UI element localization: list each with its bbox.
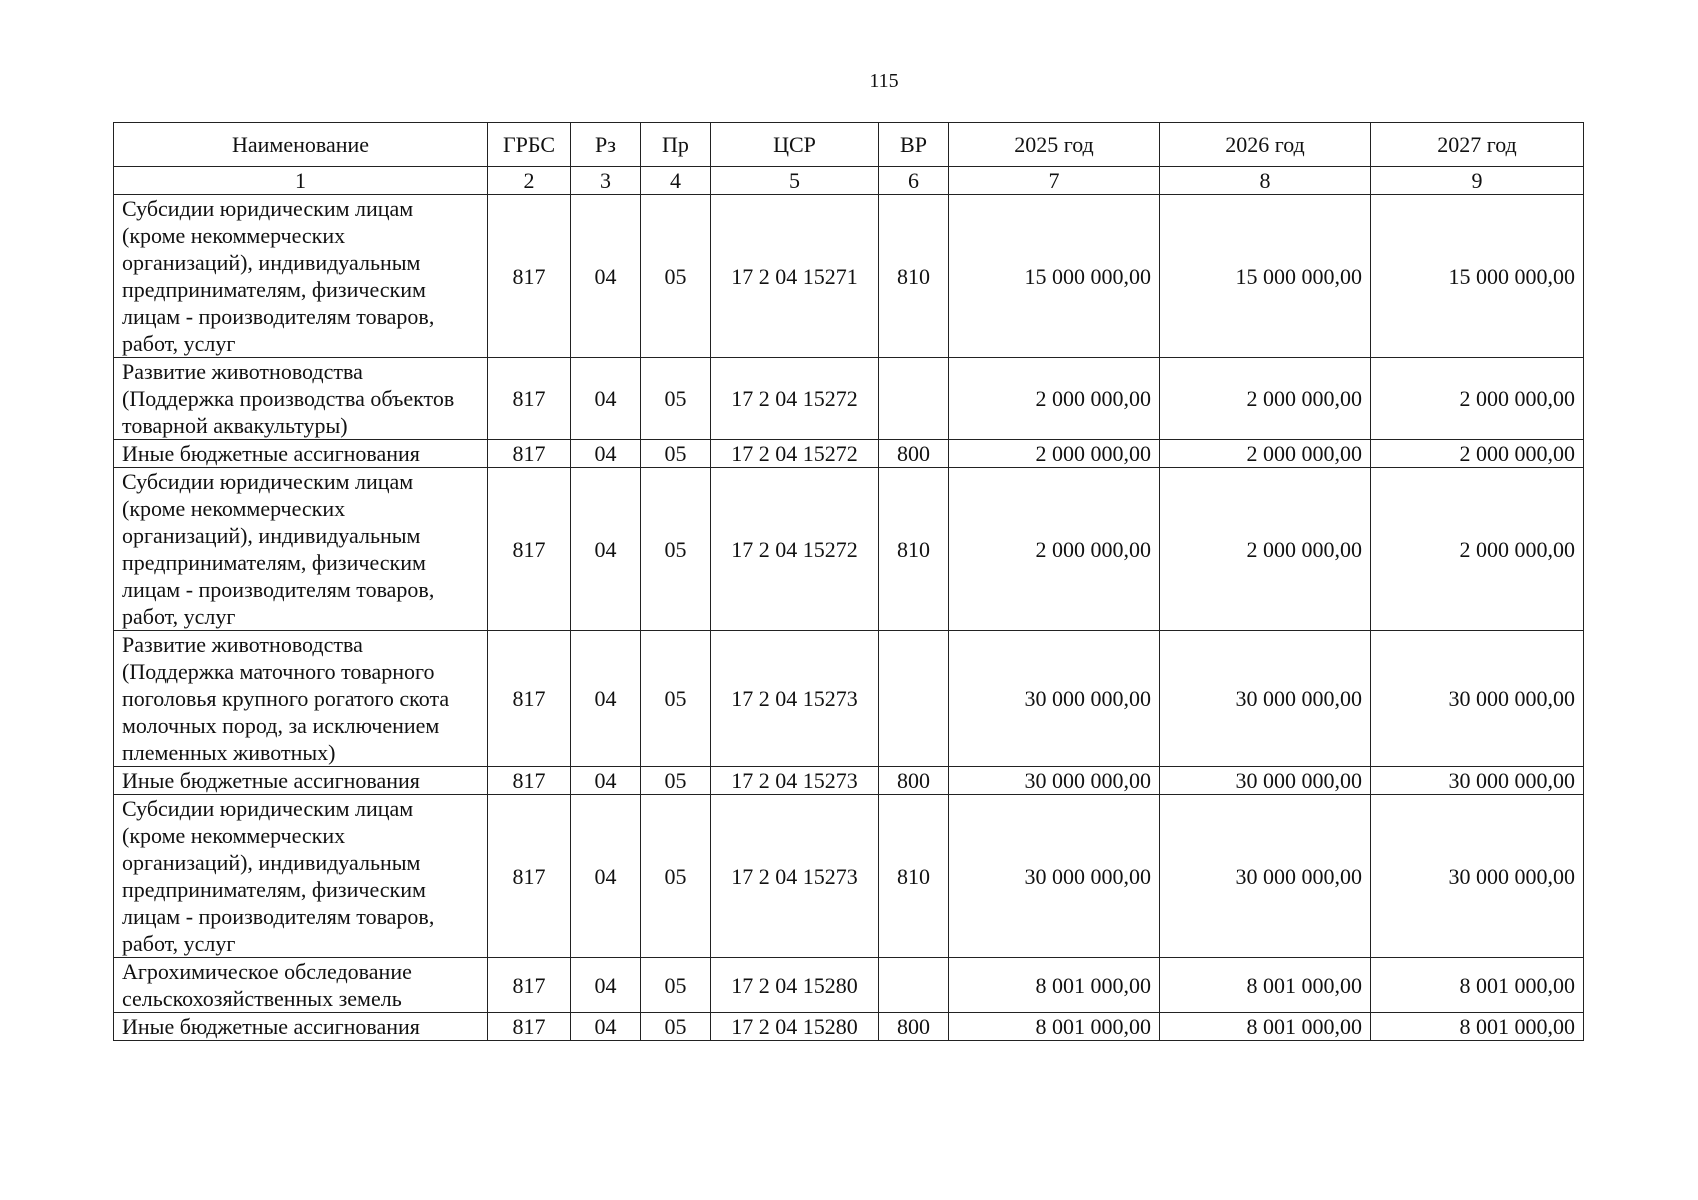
row-amount-2027: 2 000 000,00 [1371, 440, 1584, 468]
row-csr: 17 2 04 15273 [711, 631, 879, 767]
row-rz: 04 [571, 631, 641, 767]
table-row [114, 358, 1584, 440]
row-amount-2027: 30 000 000,00 [1371, 767, 1584, 795]
column-number: 8 [1160, 167, 1371, 195]
header-csr: ЦСР [711, 123, 879, 167]
row-vr: 810 [879, 195, 949, 358]
row-amount-2026: 30 000 000,00 [1160, 631, 1371, 767]
row-amount-2025: 2 000 000,00 [949, 468, 1160, 631]
column-number: 9 [1371, 167, 1584, 195]
table-row [114, 468, 1584, 631]
table-row [114, 767, 1584, 795]
table-row [114, 195, 1584, 358]
table-row [114, 958, 1584, 1013]
row-csr: 17 2 04 15272 [711, 358, 879, 440]
row-csr: 17 2 04 15280 [711, 1013, 879, 1041]
row-csr: 17 2 04 15273 [711, 795, 879, 958]
column-number: 3 [571, 167, 641, 195]
table-row [114, 631, 1584, 767]
row-pr: 05 [641, 358, 711, 440]
row-pr: 05 [641, 958, 711, 1013]
header-2027: 2027 год [1371, 123, 1584, 167]
row-grbs: 817 [488, 795, 571, 958]
row-name: Иные бюджетные ассигнования [114, 440, 488, 468]
column-number: 1 [114, 167, 488, 195]
row-amount-2027: 30 000 000,00 [1371, 795, 1584, 958]
row-grbs: 817 [488, 440, 571, 468]
row-amount-2026: 8 001 000,00 [1160, 1013, 1371, 1041]
row-name: Субсидии юридическим лицам (кроме некоммерческих организаций), индивидуальным предпринимателям, физическим лицам - производителям товаров, работ, услуг [114, 795, 488, 958]
row-amount-2027: 8 001 000,00 [1371, 1013, 1584, 1041]
table-row [114, 795, 1584, 958]
row-vr [879, 631, 949, 767]
header-name: Наименование [114, 123, 488, 167]
table-row [114, 440, 1584, 468]
table-row [114, 1013, 1584, 1041]
row-amount-2025: 2 000 000,00 [949, 440, 1160, 468]
row-vr: 810 [879, 468, 949, 631]
row-vr: 800 [879, 440, 949, 468]
row-amount-2027: 30 000 000,00 [1371, 631, 1584, 767]
row-amount-2025: 15 000 000,00 [949, 195, 1160, 358]
column-number: 6 [879, 167, 949, 195]
row-amount-2026: 8 001 000,00 [1160, 958, 1371, 1013]
row-vr: 810 [879, 795, 949, 958]
row-vr [879, 958, 949, 1013]
page-number: 115 [869, 70, 899, 92]
row-grbs: 817 [488, 631, 571, 767]
row-amount-2025: 30 000 000,00 [949, 767, 1160, 795]
row-pr: 05 [641, 631, 711, 767]
budget-table [113, 122, 1584, 1041]
row-vr [879, 358, 949, 440]
row-amount-2027: 2 000 000,00 [1371, 468, 1584, 631]
row-pr: 05 [641, 1013, 711, 1041]
row-csr: 17 2 04 15272 [711, 440, 879, 468]
row-rz: 04 [571, 468, 641, 631]
row-amount-2026: 2 000 000,00 [1160, 468, 1371, 631]
row-amount-2026: 30 000 000,00 [1160, 795, 1371, 958]
row-pr: 05 [641, 195, 711, 358]
column-number: 7 [949, 167, 1160, 195]
header-2026: 2026 год [1160, 123, 1371, 167]
column-number: 4 [641, 167, 711, 195]
row-grbs: 817 [488, 195, 571, 358]
row-name: Субсидии юридическим лицам (кроме некоммерческих организаций), индивидуальным предпринимателям, физическим лицам - производителям товаров, работ, услуг [114, 195, 488, 358]
row-csr: 17 2 04 15273 [711, 767, 879, 795]
row-name: Развитие животноводства (Поддержка маточного товарного поголовья крупного рогатого скота молочных пород, за исключением племенных животных) [114, 631, 488, 767]
row-amount-2026: 2 000 000,00 [1160, 440, 1371, 468]
header-rz: Рз [571, 123, 641, 167]
row-csr: 17 2 04 15271 [711, 195, 879, 358]
row-amount-2025: 30 000 000,00 [949, 631, 1160, 767]
row-csr: 17 2 04 15272 [711, 468, 879, 631]
row-amount-2026: 2 000 000,00 [1160, 358, 1371, 440]
row-amount-2026: 15 000 000,00 [1160, 195, 1371, 358]
row-grbs: 817 [488, 958, 571, 1013]
row-rz: 04 [571, 767, 641, 795]
row-amount-2025: 8 001 000,00 [949, 958, 1160, 1013]
row-amount-2026: 30 000 000,00 [1160, 767, 1371, 795]
header-2025: 2025 год [949, 123, 1160, 167]
column-number: 2 [488, 167, 571, 195]
row-rz: 04 [571, 195, 641, 358]
row-pr: 05 [641, 440, 711, 468]
row-rz: 04 [571, 958, 641, 1013]
header-pr: Пр [641, 123, 711, 167]
row-rz: 04 [571, 795, 641, 958]
row-vr: 800 [879, 767, 949, 795]
header-vr: ВР [879, 123, 949, 167]
row-name: Развитие животноводства (Поддержка производства объектов товарной аквакультуры) [114, 358, 488, 440]
row-pr: 05 [641, 795, 711, 958]
row-rz: 04 [571, 358, 641, 440]
row-amount-2027: 2 000 000,00 [1371, 358, 1584, 440]
row-rz: 04 [571, 1013, 641, 1041]
row-name: Иные бюджетные ассигнования [114, 1013, 488, 1041]
column-number: 5 [711, 167, 879, 195]
row-name: Субсидии юридическим лицам (кроме некоммерческих организаций), индивидуальным предпринимателям, физическим лицам - производителям товаров, работ, услуг [114, 468, 488, 631]
row-grbs: 817 [488, 767, 571, 795]
header-row [114, 123, 1584, 167]
row-grbs: 817 [488, 468, 571, 631]
row-amount-2025: 30 000 000,00 [949, 795, 1160, 958]
row-amount-2027: 15 000 000,00 [1371, 195, 1584, 358]
row-csr: 17 2 04 15280 [711, 958, 879, 1013]
row-vr: 800 [879, 1013, 949, 1041]
row-rz: 04 [571, 440, 641, 468]
row-pr: 05 [641, 767, 711, 795]
row-pr: 05 [641, 468, 711, 631]
row-grbs: 817 [488, 358, 571, 440]
column-number-row [114, 167, 1584, 195]
row-amount-2025: 8 001 000,00 [949, 1013, 1160, 1041]
row-amount-2025: 2 000 000,00 [949, 358, 1160, 440]
row-name: Агрохимическое обследование сельскохозяйственных земель [114, 958, 488, 1013]
row-name: Иные бюджетные ассигнования [114, 767, 488, 795]
row-amount-2027: 8 001 000,00 [1371, 958, 1584, 1013]
header-grbs: ГРБС [488, 123, 571, 167]
row-grbs: 817 [488, 1013, 571, 1041]
